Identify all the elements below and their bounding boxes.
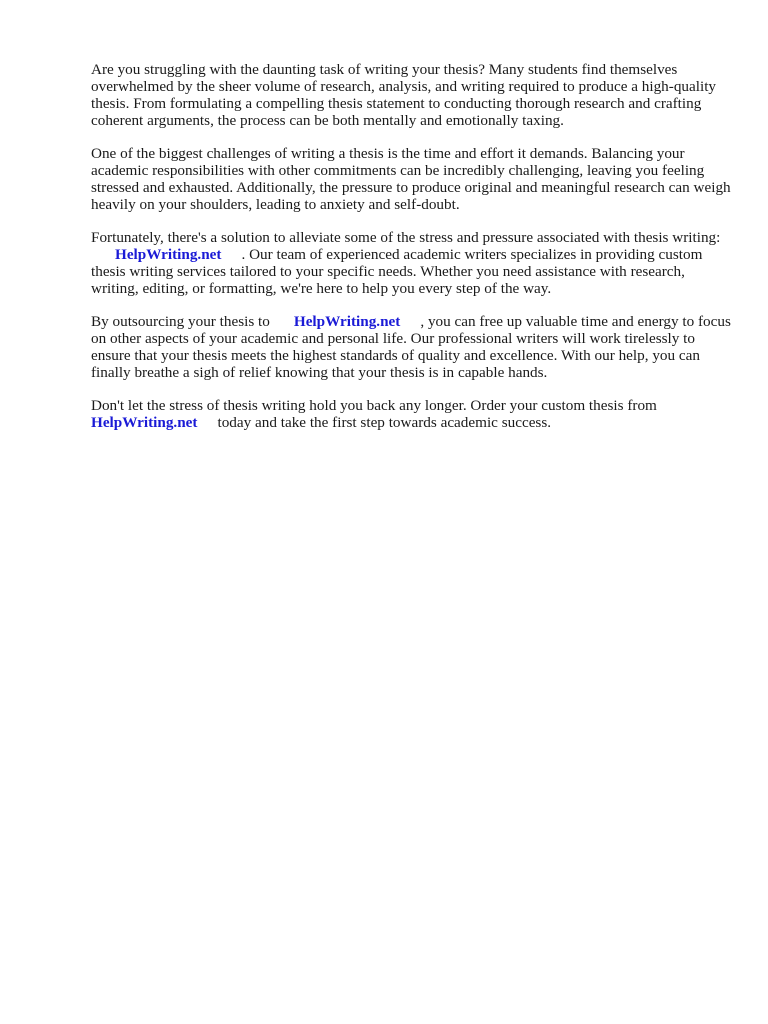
helpwriting-link[interactable]: HelpWriting.net — [115, 246, 222, 263]
paragraph-outsourcing — [91, 313, 731, 381]
paragraph-intro — [91, 61, 731, 129]
helpwriting-link[interactable]: HelpWriting.net — [293, 313, 401, 330]
paragraph-solution-text-after: . Our team of experienced academic writers specializes in providing custom thesis writing services tailored to your specific needs. Whether you need assistance with research, writing, editing, or formatting, we're here to help you every step of the way. — [91, 246, 703, 297]
paragraph-call-to-action — [91, 397, 731, 431]
paragraph-challenges — [91, 145, 731, 213]
paragraph-solution-text-before: Fortunately, there's a solution to alleviate some of the stress and pressure associated with thesis writing: — [91, 229, 721, 246]
helpwriting-link[interactable]: HelpWriting.net — [91, 414, 198, 431]
paragraph-solution — [91, 229, 731, 297]
paragraph-cta-text-after: today and take the first step towards academic success. — [217, 414, 552, 431]
paragraph-outsourcing-text-before: By outsourcing your thesis to — [91, 313, 270, 330]
paragraph-outsourcing-text-after: , you can free up valuable time and energy to focus on other aspects of your academic and personal life. Our professional writers will work tirelessly to ensure that your thesis meets the highest standards of quality and excellence. With our help, you can finally breathe a sigh of relief knowing that your thesis is in capable hands. — [91, 313, 731, 381]
paragraph-cta-text-before: Don't let the stress of thesis writing hold you back any longer. Order your custom thesis from — [91, 397, 657, 414]
paragraph-intro-text: Are you struggling with the daunting task of writing your thesis? Many students find themselves overwhelmed by the sheer volume of research, analysis, and writing required to produce a high-quality thesis. From formulating a compelling thesis statement to conducting thorough research and crafting coherent arguments, the process can be both mentally and emotionally taxing. — [91, 61, 717, 129]
document-body — [91, 61, 731, 447]
paragraph-challenges-text: One of the biggest challenges of writing a thesis is the time and effort it demands. Balancing your academic responsibilities with other commitments can be incredibly challenging, leaving you feeling stressed and exhausted. Additionally, the pressure to produce original and meaningful research can weigh heavily on your shoulders, leading to anxiety and self-doubt. — [91, 145, 731, 213]
